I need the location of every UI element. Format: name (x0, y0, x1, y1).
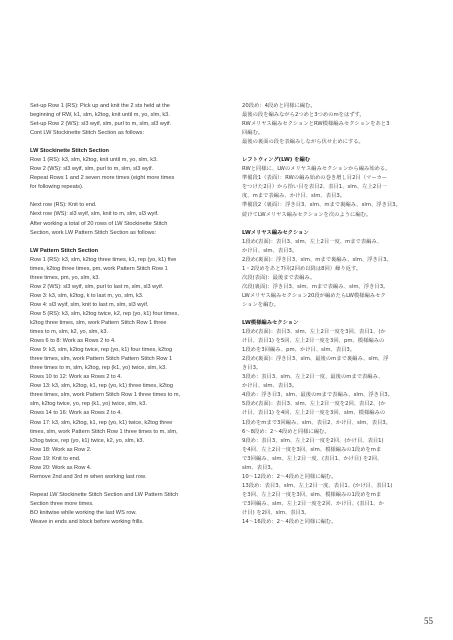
instruction-line: 度、mまで表編み、かけ目、slm、表目3。 (242, 193, 345, 200)
instruction-line: で3回編み、slm、左上2目一度を2回、かけ目、(表目1、か (242, 500, 384, 507)
english-instructions-column (30, 102, 218, 527)
instruction-line: Cont LW Stockinette Stitch Section as follows: (30, 130, 144, 137)
instruction-line: 10～12段め：2～4段めと同様に編む。 (242, 473, 337, 480)
instruction-line: 13段め：表目3、slm、左上2目一度、表目1、(かけ目、表目1) (242, 482, 393, 489)
instruction-line: 1段め(表面)：表目3、slm、左上2目一度を3回、表目1、(か (242, 329, 386, 336)
instruction-line: 1・2段めをあと7回(2回め以降は8回）繰り返す。 (242, 265, 362, 272)
instruction-line: け目) を2回、slm、表目3。 (242, 509, 310, 516)
instruction-line: 9段め：表目3、slm、左上2目一度を2回、(かけ目、表目1) (242, 437, 384, 444)
instruction-line: 1段めを3回編み、pm、かけ目、slm、表目3。 (242, 347, 356, 354)
japanese-instructions-column (242, 102, 428, 527)
section-heading: LW模様編みセクション (242, 319, 299, 326)
paragraph-gap (30, 238, 218, 247)
instruction-line: 回編む。 (242, 130, 264, 137)
instruction-line: Rows 14 to 16: Work as Rows 2 to 4. (30, 410, 122, 417)
paragraph-gap (242, 310, 428, 319)
instruction-line: を3回、左上2目一度を3回、slm、模様編みの1段めをmま (242, 491, 382, 498)
instruction-line: LWメリヤス編みセクション20段が編めたらLW模様編みセク (242, 292, 386, 299)
instruction-line: Weave in ends and block before working frills. (30, 518, 144, 525)
section-heading: レフトウィング(LW) を編む (242, 157, 311, 164)
instruction-line: Row 2 (WS): sl3 wyif, slm, purl to m, slm, sl3 wyif. (30, 166, 154, 173)
instruction-line: times, k2tog three times, pm, work Pattern Stitch Row 1 (30, 265, 168, 272)
instruction-line: Row 3: k3, slm, k2tog, k to last m, yo, slm, k3. (30, 292, 144, 299)
instruction-line: k2tog twice, rep (yo, k1) twice, k2, yo, slm, k3. (30, 437, 145, 444)
instruction-line: Section, work LW Pattern Stitch Section as follows: (30, 229, 157, 236)
instruction-line: Row 2 (WS): sl3 wyif, slm, purl to last m, slm, sl3 wyif. (30, 283, 164, 290)
instruction-line: Row 9: k3, slm, k2tog twice, rep (yo, k1) four times, k2tog (30, 347, 173, 354)
instruction-line: 次段(裏面)：浮き目3、slm、mまで表編み、slm、浮き目3。 (242, 283, 389, 290)
instruction-line: After working a total of 20 rows of LW Stockinette Stitch (30, 220, 168, 227)
instruction-line: 1段め(表面)：表目3、slm、左上2目一度、mまで表編み、 (242, 238, 383, 245)
instruction-line: RWと同様に、LWのメリヤス編みセクションから編み始める。 (242, 166, 391, 173)
instruction-line: 次段(表面)：最後まで表編み。 (242, 274, 316, 281)
instruction-line: かけ目、slm、表目3。 (242, 247, 298, 254)
instruction-line: 準備段2（裏面）：浮き目3、slm、mまで裏編み、slm、浮き目3。 (242, 202, 401, 209)
instruction-line: 最後の段を編みながら2つめと3つめのmをはずす。 (242, 112, 365, 119)
instruction-line: 4段め：浮き目3、slm、最後のmまで表編み、slm、浮き目3。 (242, 392, 393, 399)
instruction-line: RWメリヤス編みセクションとRW模様編みセクションをあと3 (242, 121, 390, 128)
instruction-line: 20段め：4段めと同様に編む。 (242, 103, 316, 109)
instruction-line: Row 17: k3, slm, k2tog, k1, rep (yo, k1) twice, k2tog three (30, 419, 173, 426)
instruction-line: slm, k2tog twice, yo, rep (k1, yo) twice, slm, k3. (30, 401, 147, 408)
instruction-line: Row 1 (RS): k3, slm, k2tog, knit until m, yo, slm, k3. (30, 157, 158, 164)
instruction-line: ションを編む。 (242, 301, 279, 308)
instruction-line: Rows 6 to 8: Work as Rows 2 to 4. (30, 338, 116, 345)
instruction-line: 続けてLWメリヤス編みセクションを次のように編む。 (242, 211, 372, 218)
instruction-line: times to m, slm, k2, yo, slm, k3. (30, 329, 109, 336)
instruction-line: 6～8段め：2～4段めと同様に編む。 (242, 428, 330, 435)
instruction-line: かけ目、slm、表目3。 (242, 383, 298, 390)
instruction-line: three times, slm, work Pattern Stitch Pattern Stitch Row 1 (30, 356, 173, 363)
instruction-line: 2段め(裏面)：浮き目3、slm、最後のmまで裏編み、slm、浮 (242, 356, 389, 363)
instruction-line: Row 18: Work as Row 2. (30, 446, 92, 453)
instruction-line: き目3。 (242, 365, 262, 372)
instruction-line: Set-up Row 2 (WS): sl3 wyif, slm, purl to m, slm, sl3 wyif. (30, 121, 172, 128)
instruction-line: Remove 2nd and 3rd m when working last row. (30, 473, 147, 480)
instruction-line: Repeat LW Stockinette Stitch Section and LW Pattern Stitch (30, 491, 179, 498)
instruction-line: 14～16段め：2～4段めと同様に編む。 (242, 519, 337, 526)
instruction-line: Row 13: k3, slm, k2tog, k1, rep (yo, k1) three times, k2tog (30, 383, 174, 390)
instruction-line: 最後の裏面の段を表編みしながら伏せ止めにする。 (242, 139, 364, 146)
section-heading: LWメリヤス編みセクション (242, 229, 309, 236)
instruction-line: k2tog three times, slm, work Pattern Stitch Row 1 three (30, 319, 167, 326)
paragraph-gap (242, 220, 428, 229)
instruction-line: three times, slm, work Pattern Stitch Row 1 three times to m, (30, 392, 181, 399)
paragraph-gap (30, 138, 218, 147)
instruction-line: Row 5 (RS): k3, slm, k2tog twice, k2, rep (yo, k1) four times, (30, 310, 179, 317)
section-heading: LW Stockinette Stitch Section (30, 148, 109, 155)
section-heading: LW Pattern Stitch Section (30, 247, 99, 254)
instruction-line: Next row (RS): Knit to end. (30, 202, 97, 209)
instruction-line: Set-up Row 1 (RS): Pick up and knit the 2 sts held at the (30, 103, 170, 109)
instruction-line: 3段め：表目3、slm、左上2目一度、最後のmまで表編み、 (242, 374, 384, 381)
instruction-line: で3回編み、slm、左上2目一度、(表目1、かけ目) を2回、 (242, 455, 383, 462)
paragraph-gap (242, 147, 428, 156)
instruction-line: three times to m, slm, k2tog, rep (k1, yo) twice, slm, k3. (30, 365, 167, 372)
paragraph-gap (30, 482, 218, 491)
instruction-line: Repeat Rows 1 and 2 seven more times (eight more times (30, 175, 175, 182)
instruction-line: を4回、左上2目一度を3回、slm、模様編みの1段めをmま (242, 446, 382, 453)
instruction-line: times, slm, work Pattern Stitch Row 1 three times to m, slm, (30, 428, 178, 435)
instruction-line: 2段め(裏面)：浮き目3、slm、mまで裏編み、slm、浮き目3。 (242, 256, 392, 263)
instruction-line: Section three more times. (30, 500, 94, 507)
instruction-line: Row 19: Knit to end. (30, 455, 81, 462)
instruction-line: BO knitwise while working the last WS row. (30, 509, 137, 516)
instruction-line: slm、表目3。 (242, 464, 276, 471)
instruction-line: Row 20: Work as Row 4. (30, 464, 92, 471)
instruction-line: three times, pm, yo, slm, k3. (30, 274, 100, 281)
instruction-line: 1段めをmまで3回編み、slm、表目2、かけ目、slm、表目3。 (242, 419, 391, 426)
instruction-line: for following repeats). (30, 184, 84, 191)
instruction-line: をつけた2目）から拾い目を表目2、表目1、slm、左上2目一 (242, 184, 387, 191)
instruction-line: け目、表目1) を5回、左上2目一度を3回、pm、模様編みの (242, 338, 385, 345)
instruction-line: Row 1 (RS): k3, slm, k2tog three times, k1, rep (yo, k1) five (30, 256, 177, 263)
instruction-line: 準備段1（表面）：RWの編み始めの巻き増し目2目（マーカー (242, 175, 388, 182)
instruction-line: Rows 10 to 12: Work as Rows 2 to 4. (30, 374, 122, 381)
instruction-line: Next row (WS): sl3 wyif, slm, knit to m, slm, sl3 wyif. (30, 211, 159, 218)
paragraph-gap (30, 192, 218, 201)
page-number: 55 (424, 616, 433, 626)
instruction-line: beginning of RW, k1, slm, k2tog, knit until m, yo, slm, k3. (30, 112, 170, 119)
instruction-line: 5段め(表面)：表目3、slm、左上2目一度を2回、表目2、(か (242, 401, 386, 408)
instruction-line: Row 4: sl3 wyif, slm, knit to last m, slm, sl3 wyif. (30, 301, 149, 308)
instruction-line: け目、表目1) を4回、左上2目一度を3回、slm、模様編みの (242, 410, 386, 417)
